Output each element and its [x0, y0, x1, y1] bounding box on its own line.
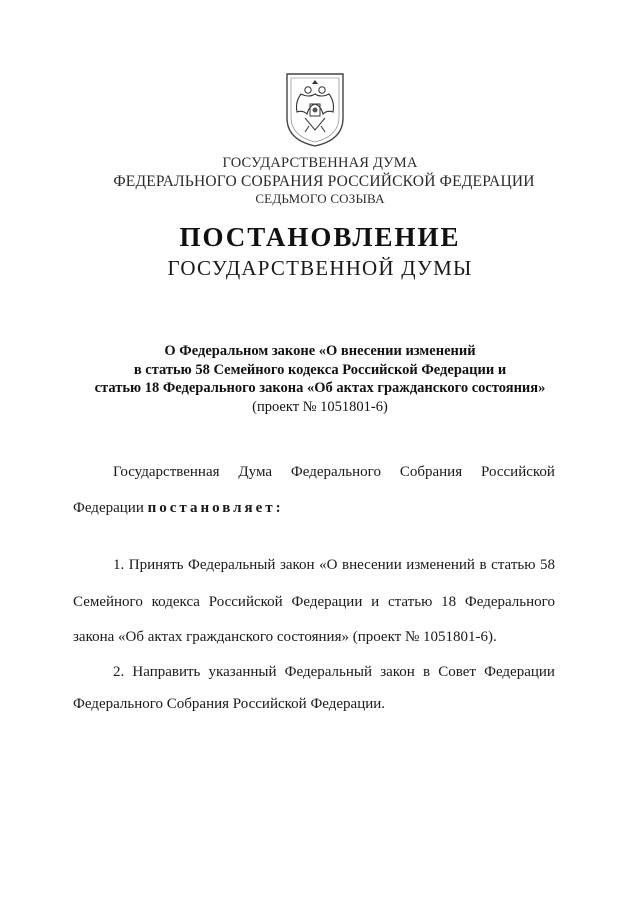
item-word: 2.	[113, 664, 125, 680]
org-name-line-1: ГОСУДАРСТВЕННАЯ ДУМА	[222, 155, 418, 171]
item-word: 1.	[113, 557, 125, 573]
preamble-word: Федерального	[290, 464, 381, 480]
coat-of-arms-emblem	[283, 70, 347, 148]
item-2-line-2: Федерального Собрания Российской Федерации.	[73, 696, 386, 712]
item-word: и	[371, 594, 380, 610]
item-word: Федерации	[291, 594, 363, 610]
item-word: изменений	[406, 557, 475, 573]
item-word: кодекса	[151, 594, 200, 610]
item-word: Федерации	[484, 664, 555, 680]
item-word: «О	[319, 557, 338, 573]
preamble-prefix: Федерации	[73, 500, 144, 516]
preamble-word: Российской	[481, 464, 555, 480]
item-word: статью	[491, 557, 536, 573]
resolution-heading	[0, 342, 640, 416]
preamble-line-1	[113, 464, 555, 481]
bill-number: (проект № 1051801-6)	[252, 398, 388, 415]
item-word: закон	[380, 664, 415, 680]
heading-line-2: в статью 58 Семейного кодекса Российской Федерации и	[133, 361, 507, 378]
item-word: Направить	[132, 664, 201, 680]
item-word: Федеральный	[188, 557, 276, 573]
heading-line-1: О Федеральном законе «О внесении изменений	[164, 343, 476, 359]
item-word: Федерального	[464, 594, 555, 610]
item-word: Семейного	[73, 594, 143, 610]
decree-word: постановляет:	[147, 500, 284, 516]
preamble-word: Собрания	[399, 464, 463, 480]
item-word: статью	[388, 594, 433, 610]
org-convocation: СЕДЬМОГО СОЗЫВА	[255, 191, 385, 206]
item-word: Совет	[438, 664, 476, 680]
org-name-line-2: ФЕДЕРАЛЬНОГО СОБРАНИЯ РОССИЙСКОЙ ФЕДЕРАЦИИ	[113, 173, 535, 190]
item-word: Принять	[128, 557, 184, 573]
item-1-line-3: закона «Об актах гражданского состояния» (проект № 1051801-6).	[73, 629, 497, 645]
preamble-line-2	[73, 500, 284, 517]
item-1-line-2	[73, 594, 555, 611]
item-word: 18	[441, 594, 457, 610]
document-subtitle: ГОСУДАРСТВЕННОЙ ДУМЫ	[167, 256, 473, 280]
item-word: внесении	[342, 557, 402, 573]
heading-line-3: статью 18 Федерального закона «Об актах гражданского состояния»	[94, 380, 546, 396]
item-word: указанный	[208, 664, 277, 680]
item-2-line-1	[113, 664, 555, 681]
item-word: закон	[279, 557, 315, 573]
preamble-word: Государственная	[113, 464, 220, 480]
item-word: Российской	[208, 594, 283, 610]
document-title: ПОСТАНОВЛЕНИЕ	[179, 222, 461, 252]
item-1-line-1	[113, 557, 555, 574]
item-word: в	[422, 664, 431, 680]
preamble-word: Дума	[238, 464, 273, 480]
item-word: Федеральный	[284, 664, 373, 680]
item-word: 58	[539, 557, 555, 573]
item-word: в	[479, 557, 487, 573]
